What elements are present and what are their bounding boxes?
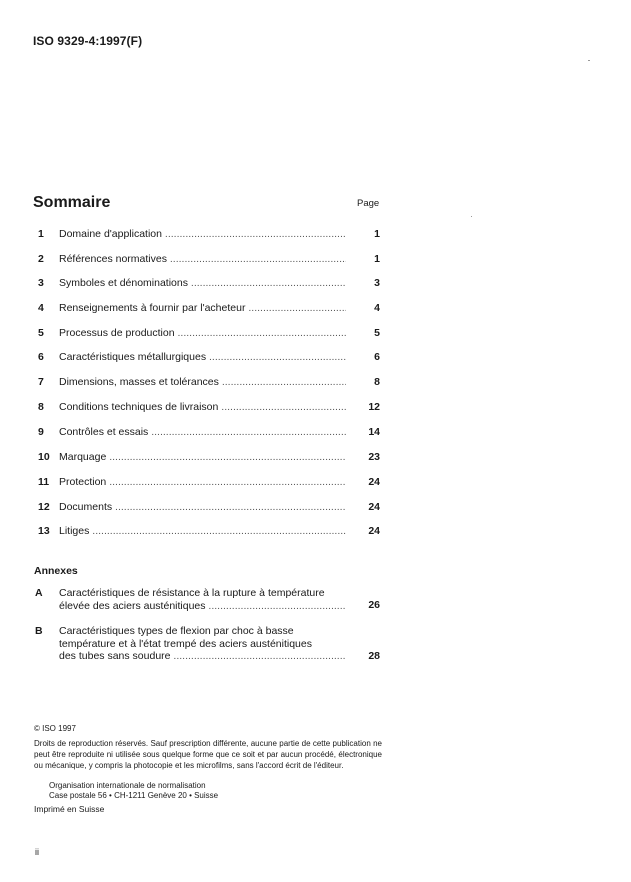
toc-entry[interactable] [38, 302, 380, 316]
toc-page: 12 [368, 401, 380, 413]
annex-letter: B [35, 625, 43, 637]
toc-page: 1 [374, 228, 380, 240]
toc-number: 11 [38, 476, 50, 488]
toc-title: Dimensions, masses et tolérances ..... [59, 376, 346, 388]
toc-page: 4 [374, 302, 380, 314]
toc-number: 9 [38, 426, 44, 438]
publisher-block [49, 781, 218, 801]
scan-speck [588, 60, 590, 61]
toc-entry[interactable] [38, 426, 380, 440]
contents-title: Sommaire [33, 194, 111, 211]
annex-page: 26 [368, 599, 380, 611]
toc-entry[interactable] [38, 476, 380, 490]
toc-title: Références normatives ..... [59, 253, 346, 265]
toc-page: 3 [374, 277, 380, 289]
printed-in: Imprimé en Suisse [34, 804, 105, 814]
toc-page: 6 [374, 351, 380, 363]
rights-statement: Droits de reproduction réservés. Sauf prescription différente, aucune partie de cette publication ne peut être reproduite ni utilisée sous quelque forme que ce soit et par aucun procédé, électronique ou mécanique, y compris la photocopie et les microfilms, sans l'accord écrit de l'éditeur. [34, 739, 382, 770]
toc-title: Documents ..... [59, 501, 346, 513]
toc-page: 24 [368, 525, 380, 537]
toc-number: 10 [38, 451, 50, 463]
toc-title: Litiges ..... [59, 525, 346, 537]
document-reference: ISO 9329-4:1997(F) [33, 34, 143, 48]
toc-entry[interactable] [38, 327, 380, 341]
toc-title: Processus de production ..... [59, 327, 346, 339]
toc-title: Domaine d'application ..... [59, 228, 346, 240]
annex-entry[interactable] [35, 587, 380, 613]
toc-title: Marquage ..... [59, 451, 346, 463]
copyright-notice: © ISO 1997 [34, 724, 76, 733]
toc-entry[interactable] [38, 277, 380, 291]
toc-number: 12 [38, 501, 50, 513]
toc-title: Conditions techniques de livraison ..... [59, 401, 346, 413]
annex-page: 28 [368, 650, 380, 662]
toc-entry[interactable] [38, 501, 380, 515]
toc-number: 1 [38, 228, 44, 240]
toc-title: Renseignements à fournir par l'acheteur ..... [59, 302, 346, 314]
annexes-title: Annexes [34, 565, 78, 577]
toc-title: Caractéristiques métallurgiques ..... [59, 351, 346, 363]
page-number: ii [35, 847, 39, 857]
toc-entry[interactable] [38, 253, 380, 267]
annex-title-line: élevée des aciers austénitiques ..... [59, 600, 346, 613]
toc-page: 24 [368, 501, 380, 513]
annex-title-line: Caractéristiques de résistance à la rupture à température [59, 587, 325, 599]
publisher-name: Organisation internationale de normalisation [49, 781, 206, 790]
toc-number: 7 [38, 376, 44, 388]
toc-number: 8 [38, 401, 44, 413]
annex-entry[interactable] [35, 625, 380, 663]
toc-page: 8 [374, 376, 380, 388]
page-column-label: Page [357, 198, 380, 209]
toc-entry[interactable] [38, 228, 380, 242]
toc-entry[interactable] [38, 525, 380, 539]
toc-number: 3 [38, 277, 44, 289]
annex-title-line: température et à l'état trempé des aciers austénitiques [59, 637, 312, 650]
annex-title-line: Caractéristiques types de flexion par choc à basse [59, 625, 294, 637]
toc-page: 1 [374, 253, 380, 265]
toc-entry[interactable] [38, 376, 380, 390]
toc-title: Contrôles et essais ..... [59, 426, 346, 438]
toc-page: 5 [374, 327, 380, 339]
toc-number: 6 [38, 351, 44, 363]
toc-number: 5 [38, 327, 44, 339]
toc-number: 13 [38, 525, 50, 537]
toc-entry[interactable] [38, 401, 380, 415]
toc-page: 24 [368, 476, 380, 488]
toc-number: 4 [38, 302, 44, 314]
annex-title-line: des tubes sans soudure ..... [59, 650, 346, 663]
toc-page: 14 [368, 426, 380, 438]
toc-page: 23 [368, 451, 380, 463]
toc-title: Symboles et dénominations ..... [59, 277, 346, 289]
toc-entry[interactable] [38, 451, 380, 465]
annex-letter: A [35, 587, 43, 599]
toc-title: Protection ..... [59, 476, 346, 488]
toc-number: 2 [38, 253, 44, 265]
scan-speck [471, 216, 472, 217]
toc-entry[interactable] [38, 351, 380, 365]
publisher-address: Case postale 56 • CH-1211 Genève 20 • Suisse [49, 791, 219, 800]
